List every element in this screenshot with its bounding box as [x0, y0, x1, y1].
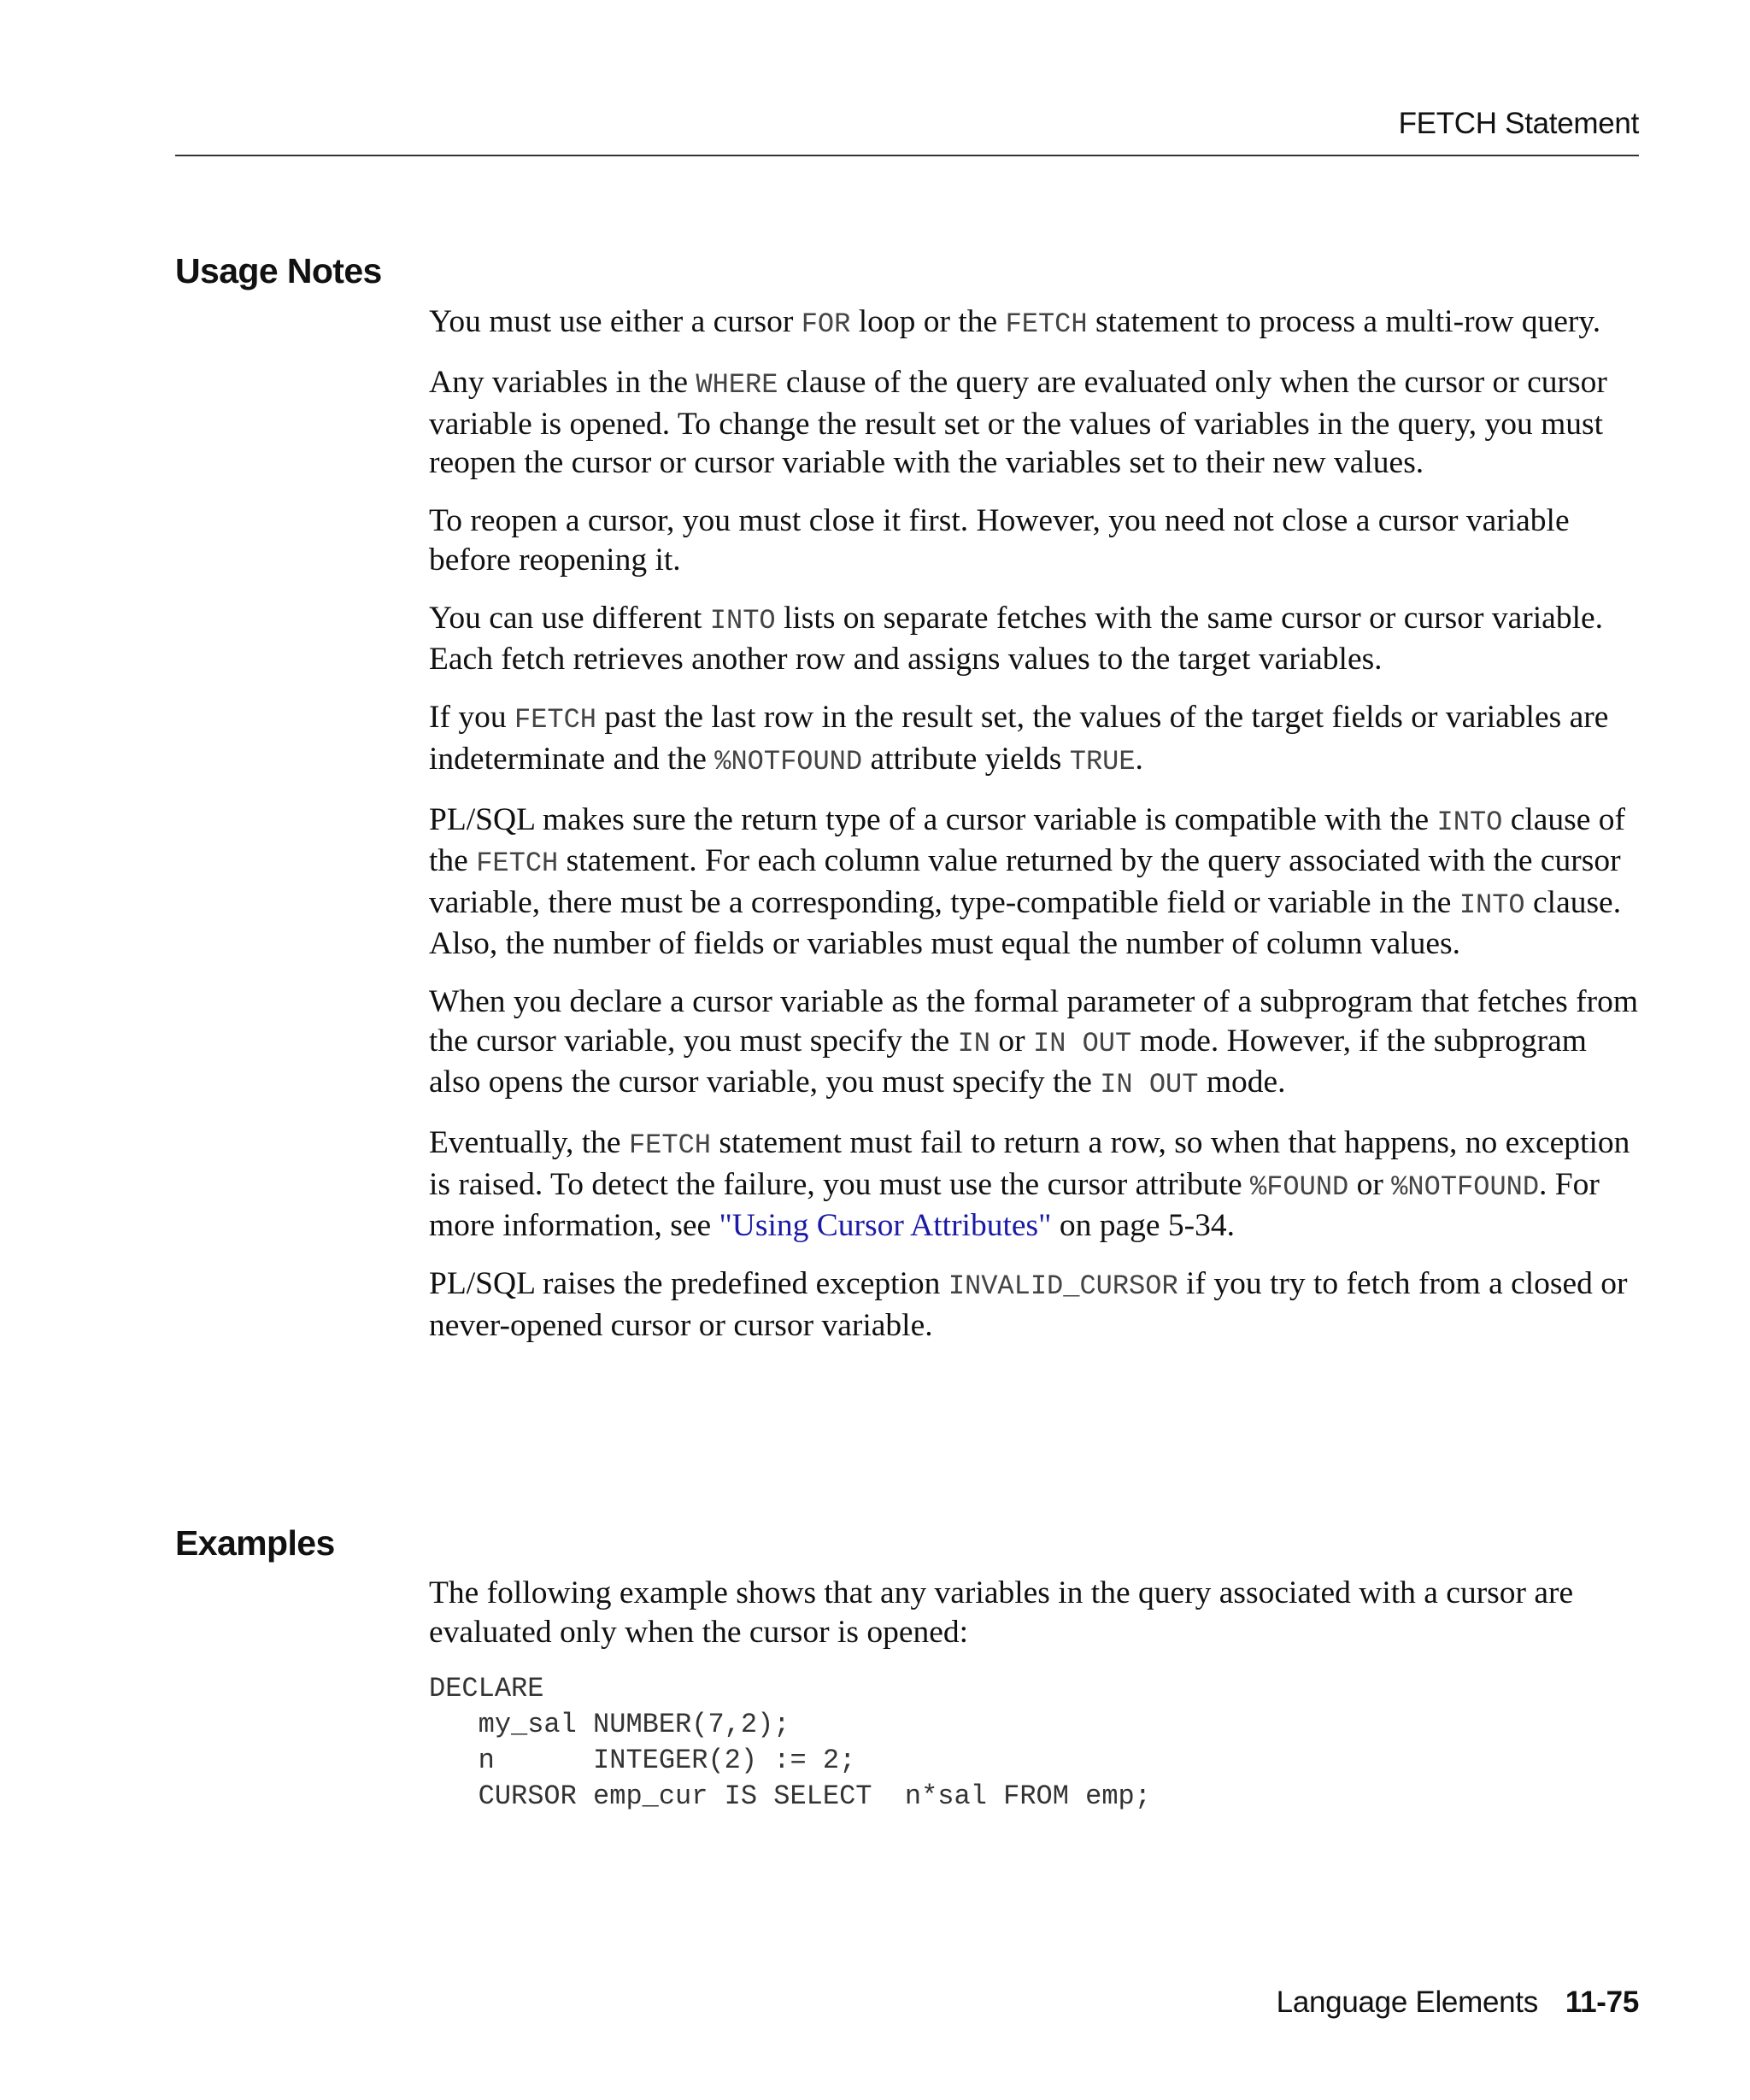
inline-code: INTO [709, 604, 776, 636]
inline-code: WHERE [696, 369, 778, 401]
text-run: mode. [1198, 1065, 1286, 1100]
text-run: past the last row in the result set, the values of the target fields or variables are indeterminate and the [429, 700, 1609, 777]
text-run: Any variables in the [429, 365, 696, 400]
inline-code: FETCH [514, 704, 596, 736]
text-run: PL/SQL makes sure the return type of a cursor variable is compatible with the [429, 801, 1437, 837]
code-line: CURSOR emp_cur IS SELECT n*sal FROM emp; [429, 1780, 1151, 1812]
text-run: . [1135, 741, 1143, 777]
code-line: my_sal NUMBER(7,2); [429, 1708, 790, 1740]
text-run: You must use either a cursor [429, 304, 802, 339]
inline-code: INVALID_CURSOR [948, 1270, 1178, 1302]
text-run: When you declare a cursor variable as the formal parameter of a subprogram that fetches from the cursor variable, you must specify the [429, 984, 1638, 1059]
text-run: attribute yields [862, 741, 1070, 777]
inline-code: INTO [1459, 889, 1525, 921]
code-line: n INTEGER(2) := 2; [429, 1744, 856, 1776]
inline-code: FETCH [476, 848, 559, 879]
inline-code: FOR [801, 308, 851, 340]
running-header: FETCH Statement [1398, 107, 1639, 140]
usage-paragraph [429, 599, 1642, 679]
code-line: DECLARE [429, 1672, 544, 1704]
text-run: clause. Also, the number of fields or variables must equal the number of column values. [429, 884, 1622, 961]
text-run: PL/SQL raises the predefined exception [429, 1266, 948, 1301]
header-rule [175, 155, 1639, 156]
text-run: statement. For each column value returned by the query associated with the cursor variable, there must be a corresponding, type-compatible field or variable in the [429, 843, 1621, 920]
usage-notes-heading: Usage Notes [175, 251, 382, 290]
text-run: loop or the [850, 304, 1006, 339]
examples-intro: The following example shows that any variables in the query associated with a cursor are evaluated only when the cursor is opened: [429, 1575, 1574, 1650]
examples-heading: Examples [175, 1523, 335, 1563]
text-run: statement must fail to return a row, so when that happens, no exception is raised. To detect the failure, you must use the cursor attribute [429, 1125, 1630, 1202]
text-run: statement to process a multi-row query. [1087, 304, 1601, 339]
text-run: mode. However, if the subprogram also opens the cursor variable, you must specify the [429, 1023, 1587, 1100]
footer-section-title: Language Elements [1276, 1986, 1538, 2019]
text-run: lists on separate fetches with the same cursor or cursor variable. Each fetch retrieves another row and assigns values to the target variables. [429, 600, 1604, 677]
usage-paragraph [429, 1264, 1642, 1345]
inline-code: %FOUND [1250, 1170, 1349, 1203]
inline-code: TRUE [1069, 745, 1136, 777]
running-footer [1277, 1986, 1639, 2020]
usage-paragraph [429, 302, 1642, 344]
text-run: To reopen a cursor, you must close it first. However, you need not close a cursor variable before reopening it. [429, 503, 1570, 578]
inline-code: INTO [1436, 806, 1503, 838]
usage-paragraph [429, 1123, 1642, 1246]
text-run: You can use different [429, 600, 710, 636]
inline-code: FETCH [628, 1129, 711, 1161]
text-run: if you try to fetch from a closed or never-opened cursor or cursor variable. [429, 1266, 1628, 1343]
inline-code: IN OUT [1100, 1069, 1199, 1100]
page-number: 11-75 [1565, 1986, 1639, 2019]
inline-code: FETCH [1005, 308, 1088, 340]
text-run: Eventually, the [429, 1125, 629, 1160]
text-run: clause of the [429, 801, 1626, 878]
code-example [429, 1671, 1642, 1815]
examples-body [429, 1574, 1642, 1815]
usage-paragraph [429, 698, 1642, 781]
usage-notes-body [429, 302, 1642, 1364]
usage-paragraph [429, 502, 1642, 579]
inline-code: %NOTFOUND [714, 745, 863, 777]
text-run: clause of the query are evaluated only when the cursor or cursor variable is opened. To change the result set or the values of variables in the query, you must reopen the cursor or cursor variable with the variables set to their new values. [429, 365, 1607, 480]
text-run: If you [429, 700, 514, 735]
inline-code: IN [957, 1027, 990, 1059]
text-run: or [990, 1023, 1033, 1059]
inline-code: %NOTFOUND [1391, 1170, 1540, 1203]
usage-paragraph [429, 363, 1642, 483]
inline-code: IN OUT [1032, 1027, 1132, 1059]
cross-reference-link[interactable]: "Using Cursor Attributes" [719, 1208, 1052, 1243]
text-run: on page 5-34. [1051, 1208, 1235, 1243]
text-run: . For more information, see [429, 1166, 1600, 1243]
text-run: or [1348, 1166, 1392, 1202]
usage-paragraph [429, 983, 1642, 1105]
usage-paragraph [429, 801, 1642, 964]
